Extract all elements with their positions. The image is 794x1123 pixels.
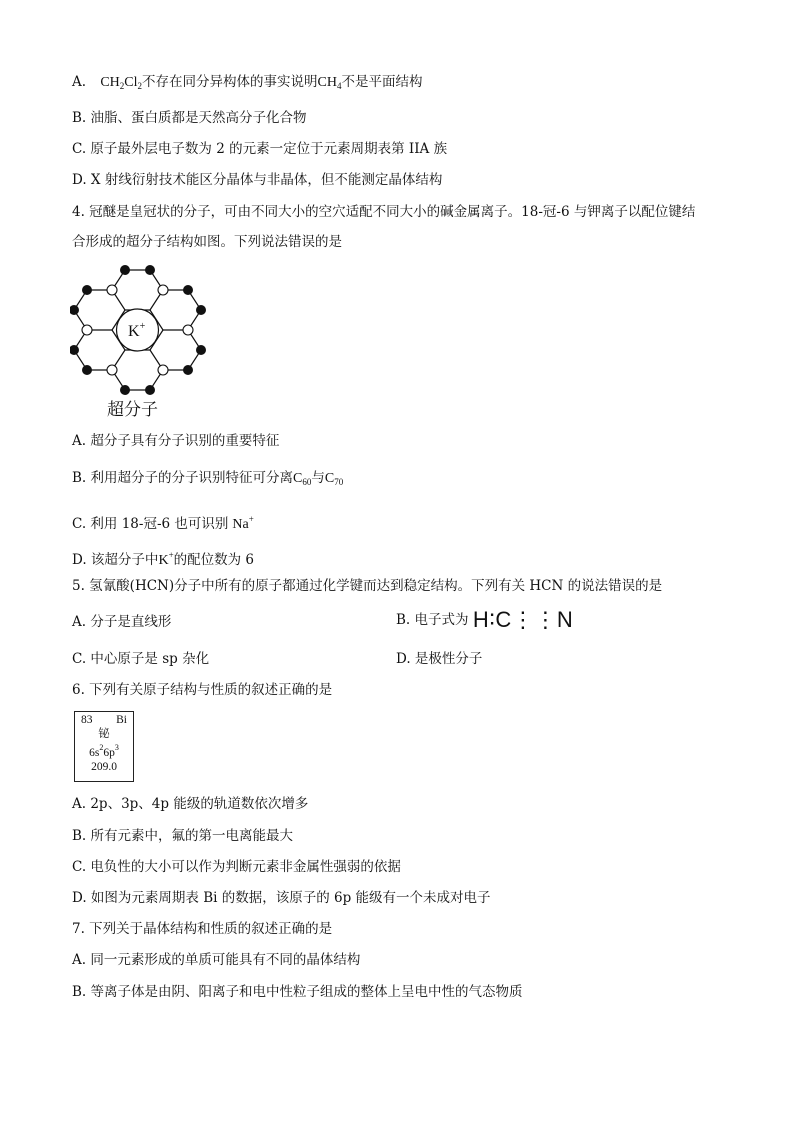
q5-option-d: D. 是极性分子: [396, 651, 483, 667]
q6-option-b: B. 所有元素中，氟的第一电离能最大: [72, 828, 294, 844]
q3-option-d: D. X 射线衍射技术能区分晶体与非晶体，但不能测定晶体结构: [72, 172, 443, 188]
q4-option-a: A. 超分子具有分子识别的重要特征: [72, 433, 280, 449]
element-symbol: Bi: [116, 714, 127, 726]
q5-option-a: A. 分子是直线形: [72, 614, 172, 630]
q4-option-b: B. 利用超分子的分子识别特征可分离$C_{60}$与$C_{70}$: [72, 470, 344, 487]
electron-configuration: $6s^26p^3$: [89, 743, 119, 759]
c70-formula: $C_{70}$: [324, 471, 344, 487]
ch2cl2-formula: $CH_2Cl_2$: [100, 75, 143, 91]
periodic-table-cell-bi: [74, 711, 134, 782]
q6-stem: 6. 下列有关原子结构与性质的叙述正确的是: [72, 682, 333, 698]
q3-option-b: B. 油脂、蛋白质都是天然高分子化合物: [72, 110, 307, 126]
q5-option-c: C. 中心原子是 sp 杂化: [72, 651, 210, 667]
potassium-ion: K+: [158, 550, 174, 568]
q3-option-c: C. 原子最外层电子数为 2 的元素一定位于元素周期表第 IIA 族: [72, 141, 448, 157]
q4-option-c: C. 利用 18-冠-6 也可识别 Na+: [72, 514, 254, 532]
q6-option-a: A. 2p、3p、4p 能级的轨道数依次增多: [72, 796, 309, 812]
potassium-ion-label: K+: [128, 321, 146, 340]
q3-option-a-text2: 不是平面结构: [341, 74, 423, 90]
q6-option-d: D. 如图为元素周期表 Bi 的数据，该原子的 6p 能级有一个未成对电子: [72, 890, 491, 906]
atomic-number: 83: [81, 714, 93, 726]
atomic-mass: 209.0: [91, 760, 117, 773]
q7-option-b: B. 等离子体是由阴、阳离子和电中性粒子组成的整体上呈电中性的气态物质: [72, 984, 523, 1000]
q5-stem: 5. 氢氰酸(HCN)分子中所有的原子都通过化学键而达到稳定结构。下列有关 HCN 的说法错误的是: [72, 578, 663, 594]
q6-option-c: C. 电负性的大小可以作为判断元素非金属性强弱的依据: [72, 859, 401, 875]
q5-option-b: B. 电子式为 H∶C⋮⋮N: [396, 607, 574, 632]
q3-option-a-text1: 不存在同分异构体的事实说明: [142, 74, 318, 90]
ch4-formula: $CH_4$: [317, 75, 342, 91]
q3-option-a-label: A.: [72, 74, 87, 90]
q4-option-d: D. 该超分子中K+的配位数为 6: [72, 550, 255, 568]
q4-stem-line1: 4. 冠醚是皇冠状的分子，可由不同大小的空穴适配不同大小的碱金属离子。18-冠-6 与钾离子以配位键结: [72, 204, 696, 220]
q7-stem: 7. 下列关于晶体结构和性质的叙述正确的是: [72, 921, 333, 937]
element-name: 铋: [98, 727, 110, 740]
crown-ether-diagram: [70, 258, 210, 418]
hcn-lewis-structure: H∶C⋮⋮N: [472, 607, 574, 632]
diagram-caption: 超分子: [107, 400, 158, 420]
c60-formula: $C_{60}$: [293, 471, 312, 487]
q3-option-a: [72, 73, 422, 95]
sodium-ion: Na+: [232, 514, 254, 532]
q7-option-a: A. 同一元素形成的单质可能具有不同的晶体结构: [72, 952, 361, 968]
q4-stem-line2: 合形成的超分子结构如图。下列说法错误的是: [72, 234, 342, 250]
